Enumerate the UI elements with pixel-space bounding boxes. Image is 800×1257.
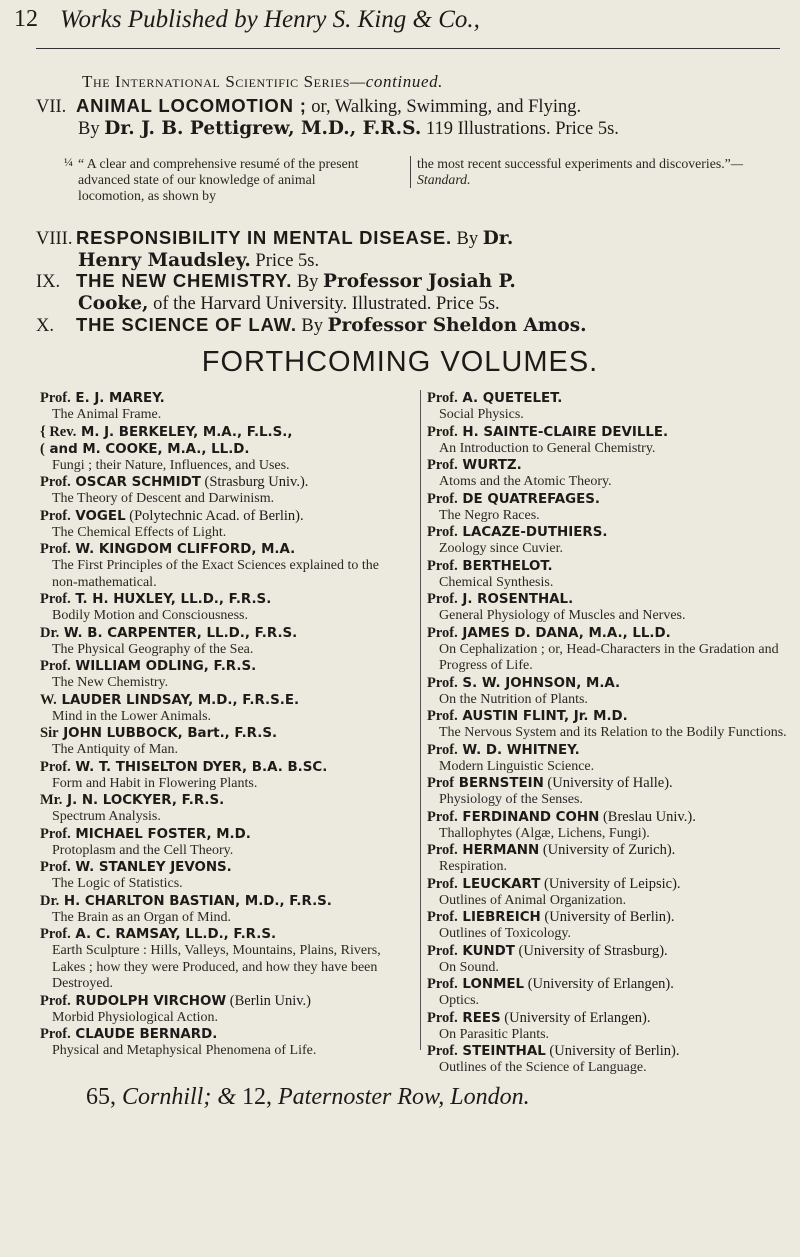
volume-title: Fungi ; their Nature, Influences, and Uses.: [52, 457, 290, 473]
volume-author: [40, 692, 390, 709]
forthcoming-volume: [427, 424, 787, 458]
author-name: T. H. HUXLEY, LL.D., F.R.S.: [75, 592, 272, 607]
author-title: Prof.: [427, 557, 458, 574]
header-rule: [36, 48, 780, 49]
author-title: Prof.: [427, 842, 458, 858]
volume-title: Atoms and the Atomic Theory.: [439, 474, 612, 489]
forthcoming-volume: [427, 390, 787, 424]
volume-author: [40, 893, 390, 910]
author-name: LEUCKART: [462, 876, 541, 892]
entry-by: By: [296, 316, 328, 336]
entry-x: [36, 314, 587, 337]
author-name: A. QUETELET.: [462, 391, 563, 406]
entry-number: VIII.: [36, 229, 73, 249]
forthcoming-volume: [427, 708, 787, 742]
forthcoming-volume: [427, 491, 787, 525]
volume-title: The Brain as an Organ of Mind.: [52, 909, 231, 925]
entry-title: RESPONSIBILITY IN MENTAL DISEASE.: [76, 227, 452, 248]
author-name: JAMES D. DANA, M.A., LL.D.: [462, 625, 671, 641]
volume-author: [40, 792, 390, 809]
author-affiliation: (University of Erlangen).: [524, 976, 674, 992]
author-name: JOHN LUBBOCK, Bart., F.R.S.: [63, 726, 278, 741]
author-title: Sir: [40, 725, 59, 741]
author-name: OSCAR SCHMIDT: [75, 475, 201, 490]
volume-author: [40, 508, 390, 525]
forthcoming-volume: [40, 441, 390, 475]
forthcoming-volume: [427, 524, 787, 558]
author-name: KUNDT: [462, 943, 515, 959]
volume-title: Outlines of Animal Organization.: [439, 892, 627, 908]
volume-author: [40, 993, 390, 1010]
author-title: Prof.: [427, 390, 458, 406]
volume-title: Modern Linguistic Science.: [439, 758, 595, 774]
review-quote-right: [410, 156, 757, 188]
volume-title: Spectrum Analysis.: [52, 809, 161, 824]
entry-viii: [36, 227, 513, 272]
author-name: WURTZ.: [462, 458, 522, 473]
volume-author: [40, 859, 390, 876]
author-title: Prof.: [427, 875, 458, 892]
entry-title: ANIMAL LOCOMOTION ;: [76, 95, 307, 116]
entry-subtitle: or, Walking, Swimming, and Flying.: [306, 97, 582, 117]
author-title: Prof.: [40, 390, 71, 406]
author-title: Prof.: [427, 524, 458, 540]
volume-author: [40, 541, 390, 558]
forthcoming-volume: [427, 809, 787, 843]
volume-author: [427, 1043, 787, 1060]
volume-title: The Physical Geography of the Sea.: [52, 641, 254, 657]
entry-vii: [36, 95, 619, 140]
author-title: Prof.: [40, 591, 71, 607]
volume-author: [40, 1026, 390, 1043]
author-name: W. STANLEY JEVONS.: [75, 860, 232, 875]
forthcoming-volume: [40, 926, 390, 993]
volume-author: [40, 826, 390, 843]
author-name: FERDINAND COHN: [462, 809, 600, 825]
volume-title: The Theory of Descent and Darwinism.: [52, 491, 275, 506]
entry-author: Henry Maudsley.: [78, 250, 251, 271]
volume-title: On Sound.: [439, 959, 499, 975]
author-affiliation: (University of Strasburg).: [514, 942, 668, 959]
volume-title: Earth Sculpture : Hills, Valleys, Mountains, Plains, Rivers, Lakes ; how they were Produced, and how they have been Destroyed.: [52, 943, 381, 991]
volume-author: [427, 842, 787, 859]
volume-author: [427, 675, 787, 692]
series-heading: [82, 72, 443, 92]
volume-title: Protoplasm and the Cell Theory.: [52, 842, 234, 858]
author-affiliation: (Breslau Univ.).: [599, 808, 696, 825]
page-header: [14, 6, 780, 46]
forthcoming-volume: [40, 541, 390, 591]
volume-title: Physical and Metaphysical Phenomena of Life.: [52, 1043, 317, 1058]
author-title: Prof.: [427, 457, 458, 473]
author-title: Prof.: [427, 1009, 458, 1026]
volume-author: [427, 625, 787, 642]
author-name: and M. COOKE, M.A., LL.D.: [49, 441, 250, 457]
forthcoming-volume: [40, 993, 390, 1027]
volume-author: [427, 943, 787, 960]
author-name: LIEBREICH: [462, 910, 541, 925]
volume-title: The New Chemistry.: [52, 675, 169, 690]
entry-by: By: [451, 229, 483, 249]
forthcoming-volume: [427, 742, 787, 776]
volume-author: [427, 1010, 787, 1027]
review-quote-source: —Standard.: [417, 156, 744, 187]
volume-title: Thallophytes (Algæ, Lichens, Fungi).: [439, 825, 650, 841]
forthcoming-volume: [40, 658, 390, 692]
entry-details: 119 Illustrations. Price 5s.: [421, 119, 619, 139]
volume-author: [427, 909, 787, 926]
author-name: VOGEL: [75, 508, 126, 524]
page-number: 12: [14, 6, 38, 32]
author-affiliation: (University of Leipsic).: [540, 875, 681, 892]
running-title: Works Published by Henry S. King & Co.,: [60, 6, 480, 33]
forthcoming-volume: [427, 876, 787, 910]
volume-title: General Physiology of Muscles and Nerves.: [439, 608, 686, 623]
volume-author: [40, 441, 390, 458]
entry-number: VII.: [36, 97, 67, 117]
entry-author-prefix: Dr.: [482, 228, 514, 249]
forthcoming-heading: FORTHCOMING VOLUMES.: [201, 346, 599, 378]
volume-title: On Cephalization ; or, Head-Characters in the Gradation and Progress of Life.: [439, 641, 779, 673]
entry-author: Professor Sheldon Amos.: [327, 315, 587, 336]
volume-title: Physiology of the Senses.: [439, 792, 583, 807]
author-title: Prof.: [40, 1026, 71, 1042]
review-quote-left: “ A clear and comprehensive resumé of the present advanced state of our knowledge of animal locomotion, as shown by: [78, 156, 359, 203]
entry-by: By: [292, 272, 324, 292]
series-continued: —continued.: [350, 72, 444, 91]
author-affiliation: (Polytechnic Acad. of Berlin).: [125, 507, 304, 524]
author-affiliation: (University of Zurich).: [539, 842, 676, 858]
volume-author: [427, 742, 787, 759]
volume-title: The First Principles of the Exact Sciences explained to the non-mathematical.: [52, 558, 379, 590]
author-affiliation: (University of Erlangen).: [500, 1009, 651, 1026]
address-place-a: Cornhill; &: [116, 1084, 243, 1110]
volume-author: [40, 759, 390, 776]
review-quote-text: the most recent successful experiments and discoveries.”: [417, 156, 731, 171]
forthcoming-volume: [40, 826, 390, 860]
entry-number: IX.: [36, 272, 61, 292]
author-title: Prof.: [427, 591, 458, 607]
entry-title: THE SCIENCE OF LAW.: [76, 314, 297, 335]
author-name: J. N. LOCKYER, F.R.S.: [67, 793, 225, 808]
volume-author: [427, 491, 787, 508]
author-name: LONMEL: [462, 977, 525, 992]
volume-author: [427, 876, 787, 893]
forthcoming-volume: [40, 625, 390, 659]
author-name: AUSTIN FLINT, Jr. M.D.: [462, 709, 628, 724]
author-name: W. KINGDOM CLIFFORD, M.A.: [75, 542, 296, 557]
author-name: W. T. THISELTON DYER, B.A. B.SC.: [75, 759, 328, 775]
author-title: Prof.: [427, 976, 458, 992]
volume-author: [40, 625, 390, 642]
author-title: Prof.: [40, 658, 71, 674]
volume-title: Mind in the Lower Animals.: [52, 708, 212, 724]
forthcoming-volume: [427, 457, 787, 491]
author-title: Dr.: [40, 892, 60, 909]
volume-author: [40, 424, 390, 441]
entry-by: By: [78, 119, 100, 139]
forthcoming-volume: [40, 1026, 390, 1060]
author-title: Prof: [427, 775, 455, 791]
author-name: LACAZE-DUTHIERS.: [462, 525, 608, 540]
volume-author: [40, 474, 390, 491]
volume-title: The Negro Races.: [439, 507, 540, 523]
volume-title: An Introduction to General Chemistry.: [439, 440, 656, 456]
author-title: Dr.: [40, 624, 60, 641]
entry-details: of the Harvard University. Illustrated. Price 5s.: [148, 294, 500, 314]
volume-title: Social Physics.: [439, 407, 524, 422]
volume-author: [427, 524, 787, 541]
forthcoming-volume: [40, 692, 390, 726]
volume-title: Zoology since Cuvier.: [439, 541, 564, 556]
author-name: STEINTHAL: [462, 1044, 546, 1059]
entry-author: Dr. J. B. Pettigrew, M.D., F.R.S.: [104, 118, 422, 139]
volume-title: The Chemical Effects of Light.: [52, 524, 227, 540]
author-title: Prof.: [427, 942, 458, 959]
volume-title: The Animal Frame.: [52, 407, 162, 422]
author-title: Prof.: [40, 859, 71, 875]
author-name: A. C. RAMSAY, LL.D., F.R.S.: [75, 927, 277, 942]
author-title: Prof.: [427, 674, 458, 691]
author-title: Prof.: [40, 541, 71, 557]
forthcoming-volume: [427, 775, 787, 809]
volume-author: [427, 424, 787, 441]
volume-title: Outlines of the Science of Language.: [439, 1060, 647, 1075]
volume-author: [40, 926, 390, 943]
volume-title: Bodily Motion and Consciousness.: [52, 608, 249, 623]
author-name: H. SAINTE-CLAIRE DEVILLE.: [462, 424, 669, 440]
author-affiliation: (Berlin Univ.): [226, 992, 312, 1009]
address-place-b: Paternoster Row, London.: [272, 1084, 530, 1110]
author-title: Prof.: [427, 624, 458, 641]
forthcoming-column-left: [40, 390, 390, 1060]
forthcoming-volume: [427, 591, 787, 625]
author-title: { Rev.: [40, 423, 77, 440]
author-name: MICHAEL FOSTER, M.D.: [75, 826, 251, 842]
author-name: H. CHARLTON BASTIAN, M.D., F.R.S.: [63, 893, 332, 909]
author-title: Prof.: [427, 1043, 458, 1059]
imprint-footer: [86, 1084, 530, 1111]
volume-title: The Logic of Statistics.: [52, 876, 183, 891]
forthcoming-volume: [40, 390, 390, 424]
volume-title: The Antiquity of Man.: [52, 742, 178, 757]
address-number-a: 65,: [86, 1084, 116, 1110]
forthcoming-volume: [40, 792, 390, 826]
forthcoming-volume: [40, 591, 390, 625]
author-title: Prof.: [40, 992, 71, 1009]
entry-title: THE NEW CHEMISTRY.: [76, 270, 293, 291]
volume-author: [427, 708, 787, 725]
author-affiliation: (Strasburg Univ.).: [200, 474, 309, 490]
author-affiliation: (University of Halle).: [543, 775, 673, 791]
author-title: Prof.: [40, 474, 71, 490]
author-title: W.: [40, 691, 57, 708]
author-title: Prof.: [427, 423, 458, 440]
author-name: DE QUATREFAGES.: [462, 491, 600, 507]
author-name: J. ROSENTHAL.: [462, 592, 574, 607]
series-title: The International Scientific Series: [82, 72, 351, 91]
forthcoming-column-right: [420, 390, 787, 1075]
volume-title: Optics.: [439, 993, 480, 1008]
volume-title: Outlines of Toxicology.: [439, 926, 572, 941]
author-affiliation: (University of Berlin).: [545, 1043, 680, 1059]
author-title: Prof.: [40, 758, 71, 775]
volume-author: [427, 591, 787, 608]
forthcoming-volume: [40, 725, 390, 759]
author-title: Prof.: [40, 926, 71, 942]
forthcoming-volume: [427, 909, 787, 943]
address-number-b: 12,: [242, 1084, 273, 1110]
volume-title: On the Nutrition of Plants.: [439, 691, 588, 707]
forthcoming-volume: [427, 976, 787, 1010]
author-title: Prof.: [40, 507, 71, 524]
entry-author: Cooke,: [78, 293, 149, 314]
volume-author: [40, 591, 390, 608]
forthcoming-volume: [427, 943, 787, 977]
volume-author: [427, 976, 787, 993]
volume-title: On Parasitic Plants.: [439, 1026, 550, 1042]
quote-mark: ¼: [64, 155, 73, 169]
volume-author: [40, 725, 390, 742]
author-name: E. J. MAREY.: [75, 391, 165, 406]
volume-author: [40, 390, 390, 407]
volume-title: The Nervous System and its Relation to the Bodily Functions.: [439, 725, 787, 740]
author-name: REES: [462, 1010, 501, 1026]
volume-title: Chemical Synthesis.: [439, 574, 554, 590]
author-name: RUDOLPH VIRCHOW: [75, 993, 227, 1009]
volume-author: [427, 775, 787, 792]
author-name: BERNSTEIN: [458, 776, 544, 791]
volume-title: Form and Habit in Flowering Plants.: [52, 775, 258, 791]
author-affiliation: (University of Berlin).: [540, 909, 675, 925]
forthcoming-volume: [427, 558, 787, 592]
author-name: CLAUDE BERNARD.: [75, 1027, 218, 1042]
forthcoming-volume: [40, 508, 390, 542]
author-name: W. D. WHITNEY.: [462, 742, 580, 758]
forthcoming-volume: [427, 625, 787, 675]
forthcoming-volume: [427, 1043, 787, 1077]
volume-title: Morbid Physiological Action.: [52, 1009, 219, 1025]
author-title: Prof.: [427, 741, 458, 758]
forthcoming-volume: [40, 474, 390, 508]
entry-author-prefix: Professor Josiah P.: [323, 271, 516, 292]
volume-author: [40, 658, 390, 675]
entry-details: Price 5s.: [250, 251, 320, 271]
author-name: HERMANN: [462, 843, 540, 858]
author-title: Prof.: [427, 490, 458, 507]
author-name: M. J. BERKELEY, M.A., F.L.S.,: [81, 424, 293, 440]
author-name: LAUDER LINDSAY, M.D., F.R.S.E.: [61, 692, 300, 708]
author-title: Prof.: [427, 909, 458, 925]
author-name: W. B. CARPENTER, LL.D., F.R.S.: [63, 625, 298, 641]
volume-author: [427, 809, 787, 826]
author-name: WILLIAM ODLING, F.R.S.: [75, 659, 257, 674]
forthcoming-volume: [40, 424, 390, 441]
forthcoming-volume: [427, 675, 787, 709]
forthcoming-volume: [40, 859, 390, 893]
author-title: (: [40, 440, 45, 457]
entry-number: X.: [36, 316, 54, 336]
author-name: S. W. JOHNSON, M.A.: [462, 675, 621, 691]
entry-ix: [36, 270, 516, 315]
volume-author: [427, 457, 787, 474]
volume-author: [427, 390, 787, 407]
forthcoming-volume: [40, 893, 390, 927]
volume-author: [427, 558, 787, 575]
forthcoming-volume: [427, 1010, 787, 1044]
author-title: Mr.: [40, 792, 63, 808]
forthcoming-volume: [40, 759, 390, 793]
volume-title: Respiration.: [439, 859, 508, 874]
author-title: Prof.: [427, 808, 458, 825]
forthcoming-volume: [427, 842, 787, 876]
author-title: Prof.: [427, 708, 458, 724]
author-title: Prof.: [40, 825, 71, 842]
author-name: BERTHELOT.: [462, 558, 553, 574]
